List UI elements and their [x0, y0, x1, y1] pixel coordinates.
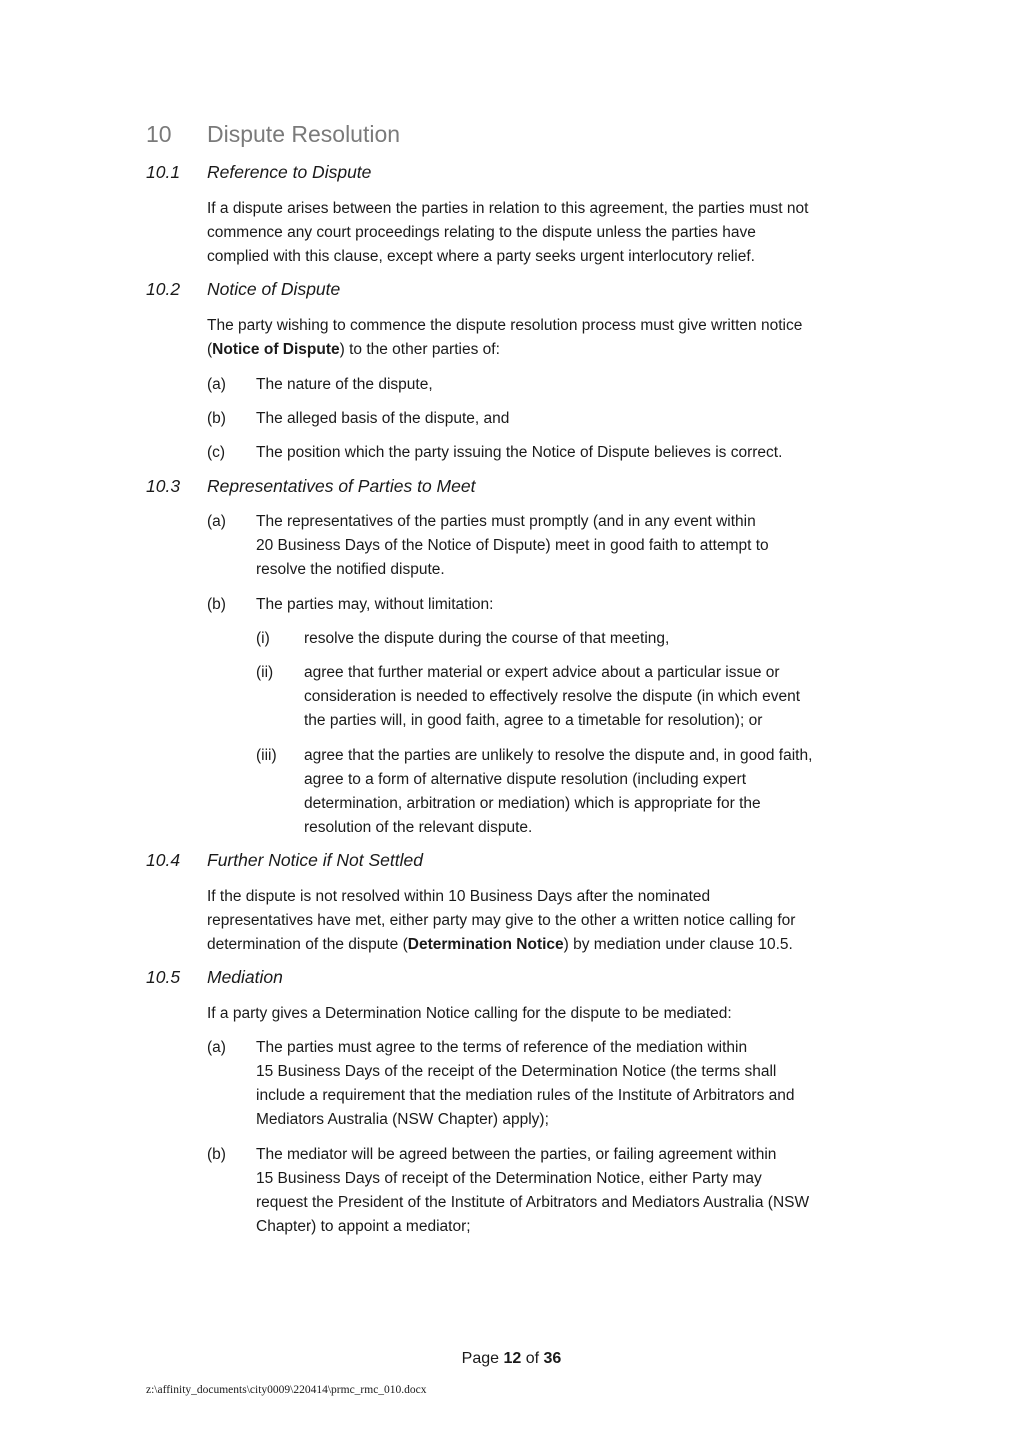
clause-number: 10.3: [146, 476, 181, 496]
page-word: Page: [461, 1350, 500, 1367]
body-line: 15 Business Days of the receipt of the Determination Notice (the terms shall: [256, 1063, 777, 1080]
body-line: The parties must agree to the terms of reference of the mediation within: [256, 1039, 748, 1056]
clause-number: 10.5: [146, 967, 181, 987]
clause-10-4-body: [207, 885, 795, 957]
item-label: (a): [207, 513, 226, 530]
body-line: Mediators Australia (NSW Chapter) apply);: [256, 1111, 549, 1128]
file-path: z:\affinity_documents\city0009\220414\prmc_rmc_010.docx: [146, 1384, 427, 1396]
item-text: [256, 1143, 809, 1239]
item-label: (c): [207, 444, 226, 461]
clause-10-5-intro: If a party gives a Determination Notice calling for the dispute to be mediated:: [207, 1005, 732, 1022]
body-line: agree that further material or expert advice about a particular issue or: [304, 664, 780, 681]
clause-title: Mediation: [207, 967, 283, 987]
page-number: [0, 1350, 1023, 1368]
clause-10-2-intro: [207, 314, 802, 362]
subitem-label: (iii): [256, 747, 277, 764]
body-line: resolution of the relevant dispute.: [304, 819, 533, 836]
text-run: determination of the dispute (: [207, 936, 408, 953]
body-line: Chapter) to appoint a mediator;: [256, 1218, 471, 1235]
section-title: Dispute Resolution: [207, 121, 401, 147]
item-label: (a): [207, 1039, 226, 1056]
body-line: [207, 933, 795, 957]
clause-number: 10.2: [146, 279, 181, 299]
text-run: (: [207, 341, 213, 358]
item-label: (b): [207, 596, 226, 613]
body-line: [207, 338, 802, 362]
page-current: 12: [503, 1350, 522, 1367]
subitem-text: resolve the dispute during the course of that meeting,: [304, 630, 670, 647]
text-run: ) by mediation under clause 10.5.: [563, 936, 793, 953]
clause-title: Further Notice if Not Settled: [207, 850, 423, 870]
subitem-label: (i): [256, 630, 270, 647]
defined-term: Notice of Dispute: [212, 341, 340, 358]
item-label: (a): [207, 376, 226, 393]
body-line: include a requirement that the mediation rules of the Institute of Arbitrators and: [256, 1087, 795, 1104]
page-total: 36: [543, 1350, 562, 1367]
body-line: agree to a form of alternative dispute resolution (including expert: [304, 771, 746, 788]
body-line: If a dispute arises between the parties in relation to this agreement, the parties must not: [207, 200, 809, 217]
body-line: consideration is needed to effectively resolve the dispute (in which event: [304, 688, 801, 705]
item-label: (b): [207, 1146, 226, 1163]
body-line: agree that the parties are unlikely to resolve the dispute and, in good faith,: [304, 747, 813, 764]
clause-10-1-body: [207, 197, 808, 269]
text-run: ) to the other parties of:: [339, 341, 500, 358]
item-text: The position which the party issuing the Notice of Dispute believes is correct.: [256, 444, 783, 461]
body-line: The mediator will be agreed between the parties, or failing agreement within: [256, 1146, 777, 1163]
body-line: request the President of the Institute of Arbitrators and Mediators Australia (NSW: [256, 1194, 810, 1211]
body-line: If the dispute is not resolved within 10 Business Days after the nominated: [207, 888, 711, 905]
body-line: determination, arbitration or mediation) which is appropriate for the: [304, 795, 761, 812]
body-line: 20 Business Days of the Notice of Dispute) meet in good faith to attempt to: [256, 537, 769, 554]
item-text: The parties may, without limitation:: [256, 596, 494, 613]
body-line: resolve the notified dispute.: [256, 561, 445, 578]
page-of: of: [525, 1350, 540, 1367]
body-line: commence any court proceedings relating to the dispute unless the parties have: [207, 224, 756, 241]
body-line: The party wishing to commence the dispute resolution process must give written notice: [207, 317, 803, 334]
clause-number: 10.1: [146, 162, 181, 182]
body-line: The representatives of the parties must promptly (and in any event within: [256, 513, 756, 530]
clause-number: 10.4: [146, 850, 181, 870]
body-line: representatives have met, either party may give to the other a written notice calling for: [207, 912, 796, 929]
item-text: The nature of the dispute,: [256, 376, 433, 393]
subitem-text: [304, 744, 812, 840]
clause-title: Notice of Dispute: [207, 279, 341, 299]
body-line: the parties will, in good faith, agree to a timetable for resolution); or: [304, 712, 763, 729]
subitem-label: (ii): [256, 664, 274, 681]
clause-title: Representatives of Parties to Meet: [207, 476, 476, 496]
item-text: The alleged basis of the dispute, and: [256, 410, 510, 427]
body-line: 15 Business Days of receipt of the Determination Notice, either Party may: [256, 1170, 762, 1187]
defined-term: Determination Notice: [407, 936, 564, 953]
item-text: [256, 510, 769, 582]
section-number: 10: [146, 121, 172, 147]
item-text: [256, 1036, 795, 1132]
item-label: (b): [207, 410, 226, 427]
subitem-text: [304, 661, 800, 733]
body-line: complied with this clause, except where a party seeks urgent interlocutory relief.: [207, 248, 755, 265]
clause-title: Reference to Dispute: [207, 162, 372, 182]
